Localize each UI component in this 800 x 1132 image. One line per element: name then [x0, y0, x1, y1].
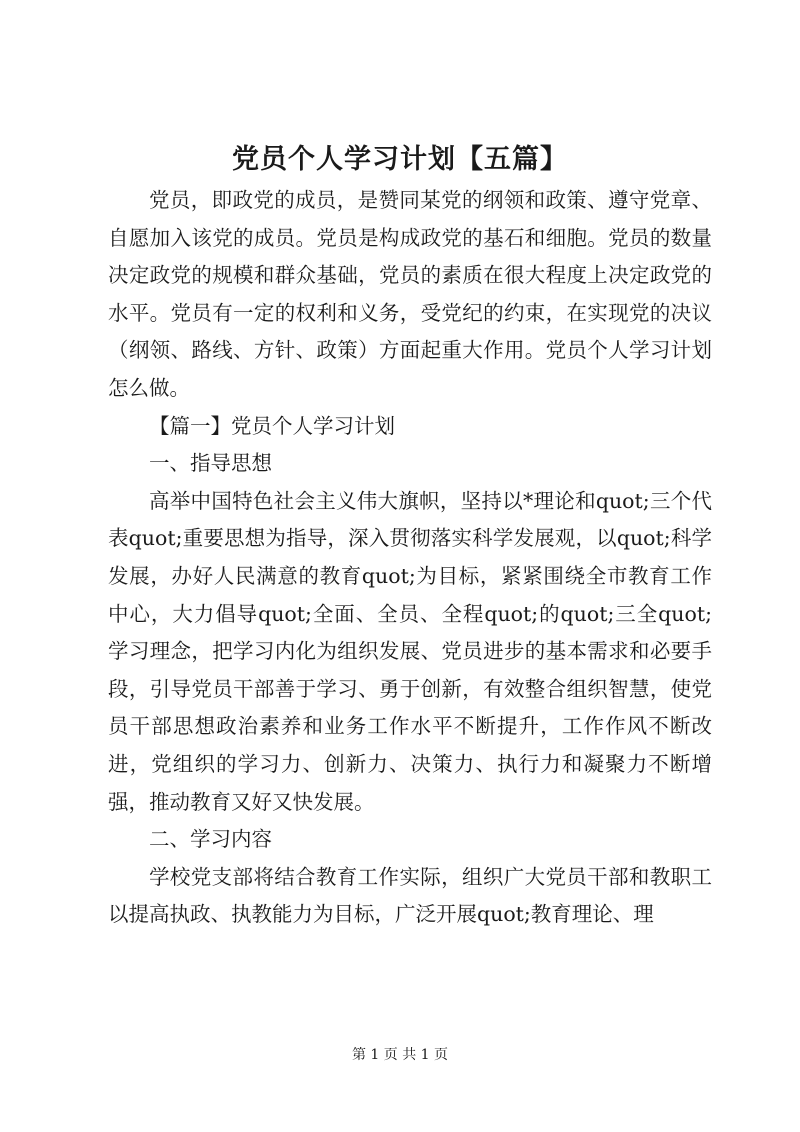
document-body [108, 182, 712, 934]
intro-paragraph: 党员，即政党的成员，是赞同某党的纲领和政策、遵守党章、自愿加入该党的成员。党员是构成政党的基石和细胞。党员的数量决定政党的规模和群众基础，党员的素质在很大程度上决定政党的水平。党员有一定的权利和义务，受党纪的约束，在实现党的决议（纲领、路线、方针、政策）方面起重大作用。党员个人学习计划怎么做。 [108, 188, 712, 400]
guiding-ideology-paragraph: 高举中国特色社会主义伟大旗帜，坚持以*理论和quot;三个代表quot;重要思想为指导，深入贯彻落实科学发展观，以quot;科学发展，办好人民满意的教育quot;为目标，紧紧围绕全市教育工作中心，大力倡导quot;全面、全员、全程quot;的quot;三全quot;学习理念，把学习内化为组织发展、党员进步的基本需求和必要手段，引导党员干部善于学习、勇于创新，有效整合组织智慧，使党员干部思想政治素养和业务工作水平不断提升，工作作风不断改进，党组织的学习力、创新力、决策力、执行力和凝聚力不断增强，推动教育又好又快发展。 [108, 488, 712, 814]
page-footer: 第 1 页 共 1 页 [351, 1047, 449, 1063]
subheading-study-content: 二、学习内容 [149, 827, 272, 852]
subheading-guiding-ideology: 一、指导思想 [149, 451, 272, 476]
study-content-paragraph: 学校党支部将结合教育工作实际，组织广大党员干部和教职工以提高执政、执教能力为目标，广泛开展quot;教育理论、理 [108, 864, 712, 927]
section-heading-part-one: 【篇一】党员个人学习计划 [149, 413, 395, 438]
document-title: 党员个人学习计划【五篇】 [232, 144, 568, 175]
